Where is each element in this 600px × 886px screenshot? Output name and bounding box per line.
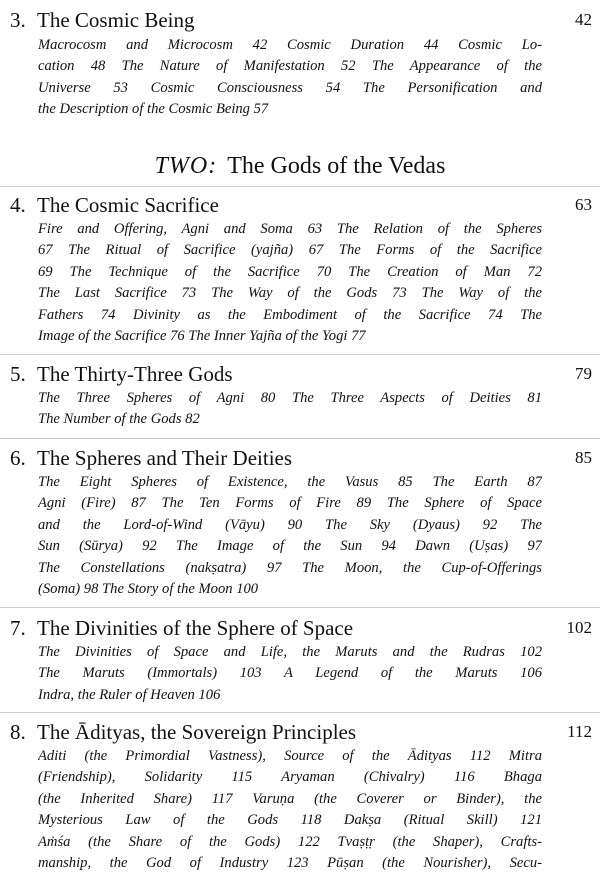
chapter-page-number-7: 102: [566, 618, 592, 637]
chapter-heading-6: [10, 446, 590, 470]
section-line: 67 The Ritual of Sacrifice (yajña) 67 The Forms of the Sacrifice: [38, 242, 542, 259]
section-line: Image of the Sacrifice 76 The Inner Yajña of the Yogi 77: [38, 327, 366, 344]
section-line: Fire and Offering, Agni and Soma 63 The Relation of the Spheres: [38, 221, 542, 237]
chapter-number: 6.: [10, 446, 26, 470]
section-line: (Soma) 98 The Story of the Moon 100: [38, 580, 259, 597]
chapter-sections-4: [38, 219, 542, 347]
chapter-title: The Cosmic Being: [37, 8, 195, 32]
chapter-page-number-6: 85: [575, 448, 592, 467]
section-line: Aditi (the Primordial Vastness), Source of the Ādityas 112 Mitra: [38, 748, 542, 764]
chapter-page-number-5: 79: [575, 364, 592, 383]
section-line: The Divinities of Space and Life, the Maruts and the Rudras 102: [38, 644, 542, 660]
chapter-number: 5.: [10, 362, 26, 386]
chapter-number: 3.: [10, 8, 26, 32]
section-line: (the Inherited Share) 117 Varuṇa (the Coverer or Binder), the: [38, 790, 542, 807]
section-line: Agni (Fire) 87 The Ten Forms of Fire 89 The Sphere of Space: [38, 495, 542, 512]
section-line: Fathers 74 Divinity as the Embodiment of the Sacrifice 74 The: [38, 306, 542, 323]
section-line: Mysterious Law of the Gods 118 Dakṣa (Ritual Skill) 121: [38, 812, 542, 829]
chapter-number: 4.: [10, 193, 26, 217]
chapter-number: 8.: [10, 720, 26, 744]
chapter-sections-7: [38, 642, 542, 706]
section-line: Universe 53 Cosmic Consciousness 54 The Personification and: [38, 79, 542, 96]
chapter-heading-8: [10, 720, 590, 744]
part-title: The Gods of the Vedas: [227, 153, 446, 179]
part-label: TWO:: [154, 153, 218, 179]
section-line: Aṁśa (the Share of the Gods) 122 Tvaṣṭṛ (the Shaper), Crafts-: [38, 833, 542, 850]
chapter-heading-7: [10, 616, 590, 640]
section-line: cation 48 The Nature of Manifestation 52 The Appearance of the: [38, 58, 542, 75]
chapter-heading-5: [10, 362, 590, 386]
chapter-title: The Divinities of the Sphere of Space: [37, 616, 354, 640]
chapter-title: The Spheres and Their Deities: [37, 446, 293, 470]
section-line: The Last Sacrifice 73 The Way of the Gods 73 The Way of the: [38, 285, 542, 302]
divider: [0, 607, 600, 608]
section-line: The Maruts (Immortals) 103 A Legend of the Maruts 106: [38, 665, 542, 682]
chapter-title: The Thirty-Three Gods: [37, 362, 233, 386]
section-line: 69 The Technique of the Sacrifice 70 The Creation of Man 72: [38, 263, 542, 280]
divider: [0, 438, 600, 439]
chapter-sections-3: [38, 35, 542, 121]
chapter-page-number-4: 63: [575, 195, 592, 214]
section-line: The Constellations (nakṣatra) 97 The Moon, the Cup-of-Offerings: [38, 559, 542, 576]
section-line: Indra, the Ruler of Heaven 106: [38, 686, 221, 703]
section-line: (Friendship), Solidarity 115 Aryaman (Chivalry) 116 Bhaga: [38, 769, 542, 786]
chapter-sections-5: [38, 388, 542, 431]
section-line: Macrocosm and Microcosm 42 Cosmic Duration 44 Cosmic Lo-: [38, 37, 542, 53]
divider: [0, 354, 600, 355]
section-line: The Eight Spheres of Existence, the Vasus 85 The Earth 87: [38, 474, 542, 490]
divider: [0, 712, 600, 713]
part-heading: [0, 150, 600, 182]
section-line: manship, the God of Industry 123 Pūṣan (the Nourisher), Secu-: [38, 854, 542, 871]
section-line: and the Lord-of-Wind (Vāyu) 90 The Sky (Dyaus) 92 The: [38, 516, 542, 533]
divider: [0, 186, 600, 187]
chapter-page-number-3: 42: [575, 10, 592, 29]
chapter-title: The Cosmic Sacrifice: [37, 193, 219, 217]
chapter-sections-8: [38, 746, 542, 874]
chapter-title: The Ādityas, the Sovereign Principles: [37, 720, 357, 744]
chapter-sections-6: [38, 472, 542, 600]
section-line: The Number of the Gods 82: [38, 411, 200, 428]
section-line: the Description of the Cosmic Being 57: [38, 101, 269, 118]
chapter-page-number-8: 112: [567, 722, 592, 741]
chapter-number: 7.: [10, 616, 26, 640]
section-line: The Three Spheres of Agni 80 The Three Aspects of Deities 81: [38, 390, 542, 406]
chapter-heading-3: [10, 8, 590, 32]
section-line: Sun (Sūrya) 92 The Image of the Sun 94 Dawn (Uṣas) 97: [38, 538, 542, 555]
chapter-heading-4: [10, 193, 590, 217]
